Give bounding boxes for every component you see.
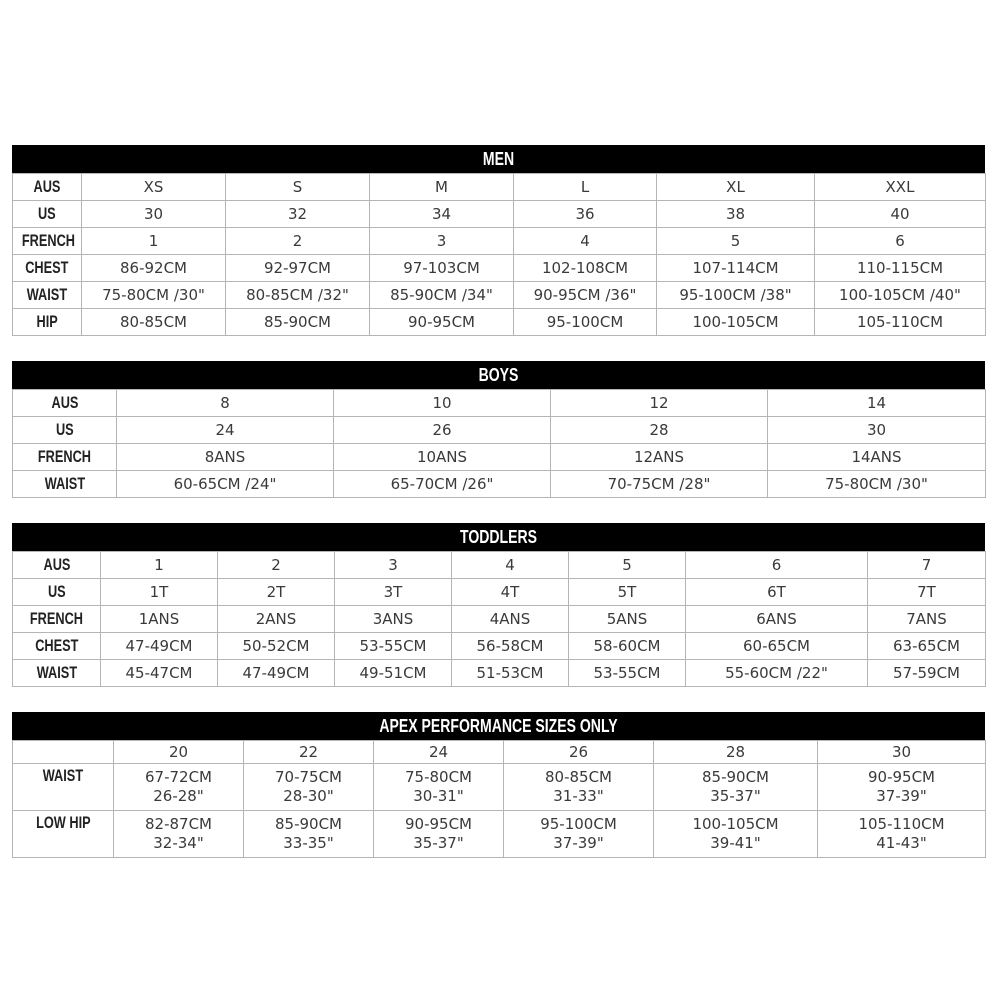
- table-cell: 80-85CM /32": [226, 282, 370, 309]
- row-label: [13, 417, 117, 444]
- table-cell: 12: [551, 390, 768, 417]
- boys-title: BOYS: [119, 361, 878, 389]
- row-label: [13, 579, 101, 606]
- table-cell: 6: [686, 552, 868, 579]
- table-cell: 3T: [335, 579, 452, 606]
- table-cell: 14: [768, 390, 986, 417]
- table-cell: 56-58CM: [452, 633, 569, 660]
- table-cell: 7: [868, 552, 986, 579]
- row-label: [13, 660, 101, 687]
- table-cell: 10: [334, 390, 551, 417]
- table-cell: 1ANS: [101, 606, 218, 633]
- table-cell: 5ANS: [569, 606, 686, 633]
- table-cell: 90-95CM: [370, 309, 514, 336]
- table-row: [13, 633, 986, 660]
- boys-title-bar: [12, 361, 985, 389]
- row-label-text: AUS: [51, 393, 78, 412]
- cm-value: 105-110CM: [858, 815, 945, 833]
- table-cell: 5: [569, 552, 686, 579]
- cm-value: 75-80CM: [404, 768, 472, 786]
- table-cell: 1: [82, 228, 226, 255]
- apex-size-table: [12, 740, 986, 858]
- table-cell: [374, 811, 504, 858]
- cm-value: 67-72CM: [144, 768, 212, 786]
- size-header-cell: 24: [374, 741, 504, 764]
- table-cell: [654, 764, 818, 811]
- table-cell: 30: [768, 417, 986, 444]
- table-cell: [114, 811, 244, 858]
- row-label: [13, 444, 117, 471]
- size-header-cell: 26: [504, 741, 654, 764]
- table-cell: 85-90CM /34": [370, 282, 514, 309]
- table-cell: 2: [218, 552, 335, 579]
- table-cell: 51-53CM: [452, 660, 569, 687]
- row-label: [13, 255, 82, 282]
- table-cell: 92-97CM: [226, 255, 370, 282]
- row-label: [13, 764, 114, 811]
- table-cell: 32: [226, 201, 370, 228]
- table-cell: 30: [82, 201, 226, 228]
- row-label-text: CHEST: [34, 636, 79, 655]
- boys-size-section: [12, 361, 985, 498]
- cm-value: 82-87CM: [144, 815, 212, 833]
- row-label: [13, 228, 82, 255]
- table-header-row: [13, 741, 986, 764]
- row-label-text: HIP: [36, 312, 58, 331]
- cm-value: 100-105CM: [692, 815, 779, 833]
- table-cell: M: [370, 174, 514, 201]
- table-cell: 80-85CM: [82, 309, 226, 336]
- table-cell: 2T: [218, 579, 335, 606]
- row-label-text: AUS: [33, 177, 61, 196]
- table-cell: 10ANS: [334, 444, 551, 471]
- corner-cell: [13, 741, 114, 764]
- table-cell: 6: [815, 228, 986, 255]
- table-cell: 47-49CM: [218, 660, 335, 687]
- table-cell: 57-59CM: [868, 660, 986, 687]
- table-cell: 38: [657, 201, 815, 228]
- table-cell: 3: [335, 552, 452, 579]
- row-label-text: FRENCH: [21, 231, 75, 250]
- table-cell: 100-105CM /40": [815, 282, 986, 309]
- row-label-text: FRENCH: [37, 447, 92, 466]
- row-label: [13, 471, 117, 498]
- cm-value: 70-75CM: [274, 768, 342, 786]
- table-cell: S: [226, 174, 370, 201]
- table-cell: 70-75CM /28": [551, 471, 768, 498]
- toddlers-size-section: [12, 523, 985, 687]
- apex-title: APEX PERFORMANCE SIZES ONLY: [119, 712, 878, 740]
- men-title: MEN: [119, 145, 878, 173]
- table-cell: [244, 811, 374, 858]
- apex-title-bar: [12, 712, 985, 740]
- cm-value: 95-100CM: [540, 815, 617, 833]
- table-cell: 75-80CM /30": [82, 282, 226, 309]
- table-cell: 65-70CM /26": [334, 471, 551, 498]
- table-row: [13, 201, 986, 228]
- inch-value: 37-39": [876, 787, 927, 805]
- table-cell: 1: [101, 552, 218, 579]
- table-cell: 7ANS: [868, 606, 986, 633]
- row-label: [13, 606, 101, 633]
- table-cell: [504, 764, 654, 811]
- table-row: [13, 579, 986, 606]
- row-label: [13, 201, 82, 228]
- table-row: [13, 811, 986, 858]
- table-cell: L: [514, 174, 657, 201]
- table-cell: 7T: [868, 579, 986, 606]
- table-row: [13, 417, 986, 444]
- table-cell: 63-65CM: [868, 633, 986, 660]
- table-cell: XS: [82, 174, 226, 201]
- table-cell: 24: [117, 417, 334, 444]
- cm-value: 90-95CM: [867, 768, 935, 786]
- inch-value: 30-31": [413, 787, 464, 805]
- table-cell: 50-52CM: [218, 633, 335, 660]
- table-cell: 53-55CM: [569, 660, 686, 687]
- table-cell: 86-92CM: [82, 255, 226, 282]
- table-cell: 1T: [101, 579, 218, 606]
- table-cell: 90-95CM /36": [514, 282, 657, 309]
- row-label: [13, 633, 101, 660]
- row-label: [13, 811, 114, 858]
- inch-value: 26-28": [153, 787, 204, 805]
- row-label-text: US: [47, 582, 66, 601]
- row-label-text: US: [38, 204, 56, 223]
- size-header-cell: 20: [114, 741, 244, 764]
- table-row: [13, 174, 986, 201]
- table-cell: 6ANS: [686, 606, 868, 633]
- table-row: [13, 764, 986, 811]
- cm-value: 90-95CM: [404, 815, 472, 833]
- size-header-cell: 22: [244, 741, 374, 764]
- row-label-text: WAIST: [42, 766, 84, 785]
- size-header-cell: 28: [654, 741, 818, 764]
- table-cell: [374, 764, 504, 811]
- men-size-section: [12, 145, 985, 336]
- inch-value: 32-34": [153, 834, 204, 852]
- table-cell: 2: [226, 228, 370, 255]
- table-row: [13, 390, 986, 417]
- row-label-text: WAIST: [36, 663, 77, 682]
- table-cell: 75-80CM /30": [768, 471, 986, 498]
- row-label-text: US: [55, 420, 74, 439]
- table-cell: 97-103CM: [370, 255, 514, 282]
- table-cell: 34: [370, 201, 514, 228]
- toddlers-size-table: [12, 551, 986, 687]
- table-cell: [504, 811, 654, 858]
- inch-value: 37-39": [553, 834, 604, 852]
- row-label: [13, 390, 117, 417]
- row-label-text: LOW HIP: [35, 813, 91, 832]
- table-cell: 60-65CM /24": [117, 471, 334, 498]
- inch-value: 35-37": [710, 787, 761, 805]
- cm-value: 85-90CM: [701, 768, 769, 786]
- row-label: [13, 552, 101, 579]
- row-label: [13, 174, 82, 201]
- table-row: [13, 282, 986, 309]
- table-cell: 47-49CM: [101, 633, 218, 660]
- table-cell: 3: [370, 228, 514, 255]
- table-cell: [114, 764, 244, 811]
- table-cell: 4: [514, 228, 657, 255]
- table-cell: 45-47CM: [101, 660, 218, 687]
- table-cell: 102-108CM: [514, 255, 657, 282]
- table-cell: [654, 811, 818, 858]
- table-cell: 40: [815, 201, 986, 228]
- table-cell: 26: [334, 417, 551, 444]
- men-title-bar: [12, 145, 985, 173]
- table-cell: 4: [452, 552, 569, 579]
- inch-value: 28-30": [283, 787, 334, 805]
- table-row: [13, 471, 986, 498]
- table-cell: 28: [551, 417, 768, 444]
- table-cell: 8ANS: [117, 444, 334, 471]
- table-cell: 14ANS: [768, 444, 986, 471]
- toddlers-title: TODDLERS: [119, 523, 878, 551]
- cm-value: 85-90CM: [274, 815, 342, 833]
- table-cell: 4T: [452, 579, 569, 606]
- table-cell: 8: [117, 390, 334, 417]
- row-label-text: CHEST: [25, 258, 69, 277]
- table-cell: 107-114CM: [657, 255, 815, 282]
- table-cell: 95-100CM /38": [657, 282, 815, 309]
- table-cell: 100-105CM: [657, 309, 815, 336]
- table-row: [13, 606, 986, 633]
- inch-value: 39-41": [710, 834, 761, 852]
- table-cell: [244, 764, 374, 811]
- table-cell: 6T: [686, 579, 868, 606]
- table-cell: 110-115CM: [815, 255, 986, 282]
- table-cell: XXL: [815, 174, 986, 201]
- inch-value: 33-35": [283, 834, 334, 852]
- inch-value: 35-37": [413, 834, 464, 852]
- table-cell: 36: [514, 201, 657, 228]
- cm-value: 80-85CM: [544, 768, 612, 786]
- inch-value: 31-33": [553, 787, 604, 805]
- table-row: [13, 309, 986, 336]
- table-cell: 95-100CM: [514, 309, 657, 336]
- row-label-text: WAIST: [44, 474, 85, 493]
- table-row: [13, 228, 986, 255]
- boys-size-table: [12, 389, 986, 498]
- men-size-table: [12, 173, 986, 336]
- table-cell: [818, 811, 986, 858]
- row-label: [13, 309, 82, 336]
- size-header-cell: 30: [818, 741, 986, 764]
- toddlers-title-bar: [12, 523, 985, 551]
- table-row: [13, 552, 986, 579]
- row-label-text: WAIST: [26, 285, 68, 304]
- table-cell: 55-60CM /22": [686, 660, 868, 687]
- table-cell: 53-55CM: [335, 633, 452, 660]
- apex-size-section: [12, 712, 985, 858]
- table-row: [13, 255, 986, 282]
- table-cell: XL: [657, 174, 815, 201]
- table-cell: [818, 764, 986, 811]
- table-cell: 105-110CM: [815, 309, 986, 336]
- table-row: [13, 660, 986, 687]
- table-cell: 58-60CM: [569, 633, 686, 660]
- table-cell: 60-65CM: [686, 633, 868, 660]
- table-cell: 12ANS: [551, 444, 768, 471]
- row-label: [13, 282, 82, 309]
- table-row: [13, 444, 986, 471]
- table-cell: 5T: [569, 579, 686, 606]
- table-cell: 4ANS: [452, 606, 569, 633]
- row-label-text: AUS: [43, 555, 70, 574]
- table-cell: 85-90CM: [226, 309, 370, 336]
- table-cell: 3ANS: [335, 606, 452, 633]
- row-label-text: FRENCH: [29, 609, 84, 628]
- table-cell: 5: [657, 228, 815, 255]
- inch-value: 41-43": [876, 834, 927, 852]
- table-cell: 49-51CM: [335, 660, 452, 687]
- table-cell: 2ANS: [218, 606, 335, 633]
